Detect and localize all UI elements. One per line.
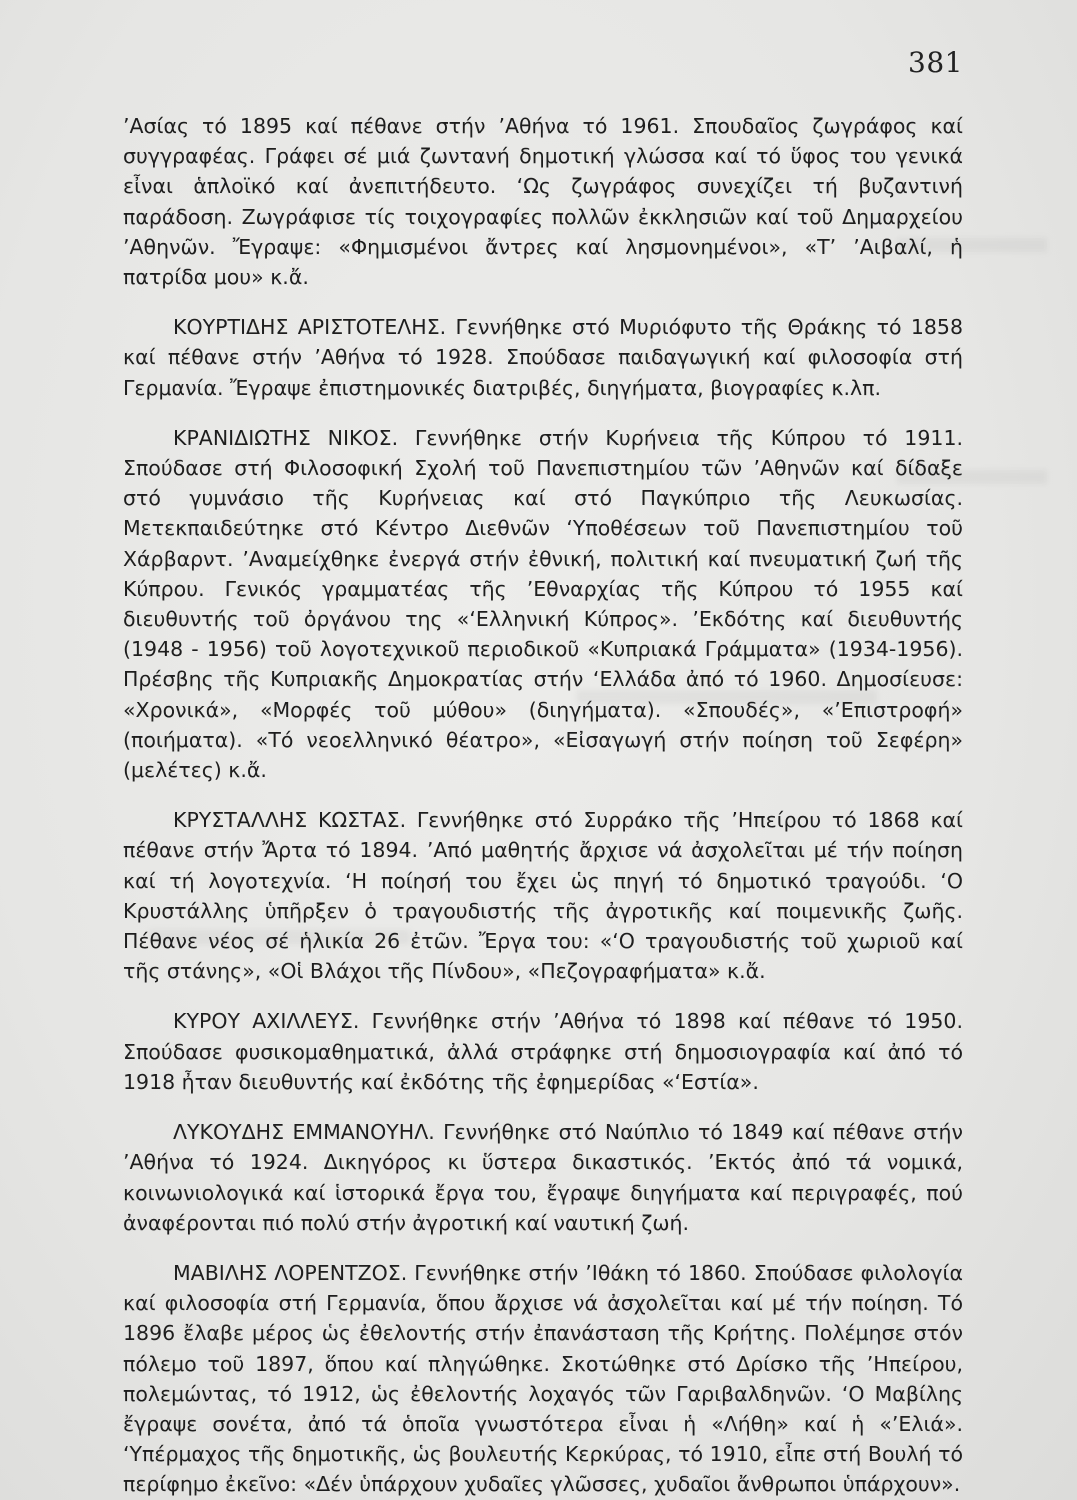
entry-kourtidis: ΚΟΥΡΤΙΔΗΣ ΑΡΙΣΤΟΤΕΛΗΣ. Γεννήθηκε στό Μυριόφυτο τῆς Θράκης τό 1858 καί πέθανε στήν ’Αθήνα τό 1928. Σπούδασε παιδαγωγική καί φιλοσοφία στή Γερμανία. Ἔγραψε ἐπιστημονικές διατριβές, διηγήματα, βιογραφίες κ.λπ.: [123, 315, 963, 400]
page-number: 381: [908, 46, 963, 79]
entry-mavilis: ΜΑΒΙΛΗΣ ΛΟΡΕΝΤΖΟΣ. Γεννήθηκε στήν ’Ιθάκη τό 1860. Σπούδασε φιλολογία καί φιλοσοφία στή Γερμανία, ὅπου ἄρχισε νά ἀσχολεῖται καί μέ τήν ποίηση. Τό 1896 ἔλαβε μέρος ὡς ἐθελοντής στήν ἐπανάσταση τῆς Κρήτης. Πολέμησε στόν πόλεμο τοῦ 1897, ὅπου καί πληγώθηκε. Σκοτώθηκε στό Δρίσκο τῆς ’Ηπείρου, πολεμώντας, τό 1912, ὡς ἐθελοντής λοχαγός τῶν Γαριβαλδηνῶν. ‘Ο Μαβίλης ἔγραψε σονέτα, ἀπό τά ὁποῖα γνωστότερα εἶναι ἡ «Λήθη» καί ἡ «’Ελιά». ‘Υπέρμαχος τῆς δημοτικῆς, ὡς βουλευτής Κερκύρας, τό 1910, εἶπε στή Βουλή τό περίφημο ἐκεῖνο: «Δέν ὑπάρχουν χυδαῖες γλῶσσες, χυδαῖοι ἄνθρωποι ὑπάρχουν».: [123, 1260, 963, 1497]
entry-kranidiotis: ΚΡΑΝΙΔΙΩΤΗΣ ΝΙΚΟΣ. Γεννήθηκε στήν Κυρήνεια τῆς Κύπρου τό 1911. Σπούδασε στή Φιλοσοφική Σχολή τοῦ Πανεπιστημίου τῶν ’Αθηνῶν καί δίδαξε στό γυμνάσιο τῆς Κυρήνειας καί στό Παγκύπριο τῆς Λευκωσίας. Μετεκπαιδεύτηκε στό Κέντρο Διεθνῶν ‘Υποθέσεων τοῦ Πανεπιστημίου τοῦ Χάρβαρντ. ’Αναμείχθηκε ἐνεργά στήν ἐθνική, πολιτική καί πνευματική ζωή τῆς Κύπρου. Γενικός γραμματέας τῆς ’Εθναρχίας τῆς Κύπρου τό 1955 καί διευθυντής τοῦ ὀργάνου της «‘Ελληνική Κύπρος». ’Εκδότης καί διευθυντής (1948 - 1956) τοῦ λογοτεχνικοῦ περιοδικοῦ «Κυπριακά Γράμματα» (1934-1956). Πρέσβης τῆς Κυπριακῆς Δημοκρατίας στήν ‘Ελλάδα ἀπό τό 1960. Δημοσίευσε: «Χρονικά», «Μορφές τοῦ μύθου» (διηγήματα). «Σπουδές», «’Επιστροφή» (ποιήματα). «Τό νεοελληνικό θέατρο», «Εἰσαγωγή στήν ποίηση τοῦ Σεφέρη» (μελέτες) κ.ἄ.: [123, 425, 963, 783]
entry-kyrou: ΚΥΡΟΥ ΑΧΙΛΛΕΥΣ. Γεννήθηκε στήν ’Αθήνα τό 1898 καί πέθανε τό 1950. Σπούδασε φυσικομαθηματικά, ἀλλά στράφηκε στή δημοσιογραφία καί ἀπό τό 1918 ἦταν διευθυντής καί ἐκδότης τῆς ἐφημερίδας «‘Εστία».: [123, 1009, 963, 1094]
entry-krystallis: ΚΡΥΣΤΑΛΛΗΣ ΚΩΣΤΑΣ. Γεννήθηκε στό Συρράκο τῆς ’Ηπείρου τό 1868 καί πέθανε στήν Ἄρτα τό 1894. ’Από μαθητής ἄρχισε νά ἀσχολεῖται μέ τήν ποίηση καί τή λογοτεχνία. ‘Η ποίησή του ἔχει ὡς πηγή τό δημοτικό τραγούδι. ‘Ο Κρυστάλλης ὑπῆρξεν ὁ τραγουδιστής τῆς ἀγροτικῆς καί ποιμενικῆς ζωῆς. Πέθανε νέος σέ ἡλικία 26 ἐτῶν. Ἔργα του: «‘Ο τραγουδιστής τοῦ χωριοῦ καί τῆς στάνης», «Οἱ Βλάχοι τῆς Πίνδου», «Πεζογραφήματα» κ.ἄ.: [123, 808, 963, 984]
entry-lykoudis: ΛΥΚΟΥΔΗΣ ΕΜΜΑΝΟΥΗΛ. Γεννήθηκε στό Ναύπλιο τό 1849 καί πέθανε στήν ’Αθήνα τό 1924. Δικηγόρος κι ὕστερα δικαστικός. ’Εκτός ἀπό τά νομικά, κοινωνιολογικά καί ἱστορικά ἔργα του, ἔγραψε διηγήματα καί περιγραφές, πού ἀναφέρονται πιό πολύ στήν ἀγροτική καί ναυτική ζωή.: [123, 1120, 963, 1235]
paragraph-asias-continuation: ’Ασίας τό 1895 καί πέθανε στήν ’Αθήνα τό 1961. Σπουδαῖος ζωγράφος καί συγγραφέας. Γράφει σέ μιά ζωντανή δημοτική γλώσσα καί τό ὕφος του γενικά εἶναι ἁπλοϊκό καί ἀνεπιτήδευτο. ‘Ως ζωγράφος συνεχίζει τή βυζαντινή παράδοση. Ζωγράφισε τίς τοιχογραφίες πολλῶν ἐκκλησιῶν καί τοῦ Δημαρχείου ’Αθηνῶν. Ἔγραψε: «Φημισμένοι ἄντρες καί λησμονημένοι», «Τ’ ’Αιβαλί, ἡ πατρίδα μου» κ.ἄ.: [123, 114, 963, 290]
biography-text: [123, 111, 963, 1500]
